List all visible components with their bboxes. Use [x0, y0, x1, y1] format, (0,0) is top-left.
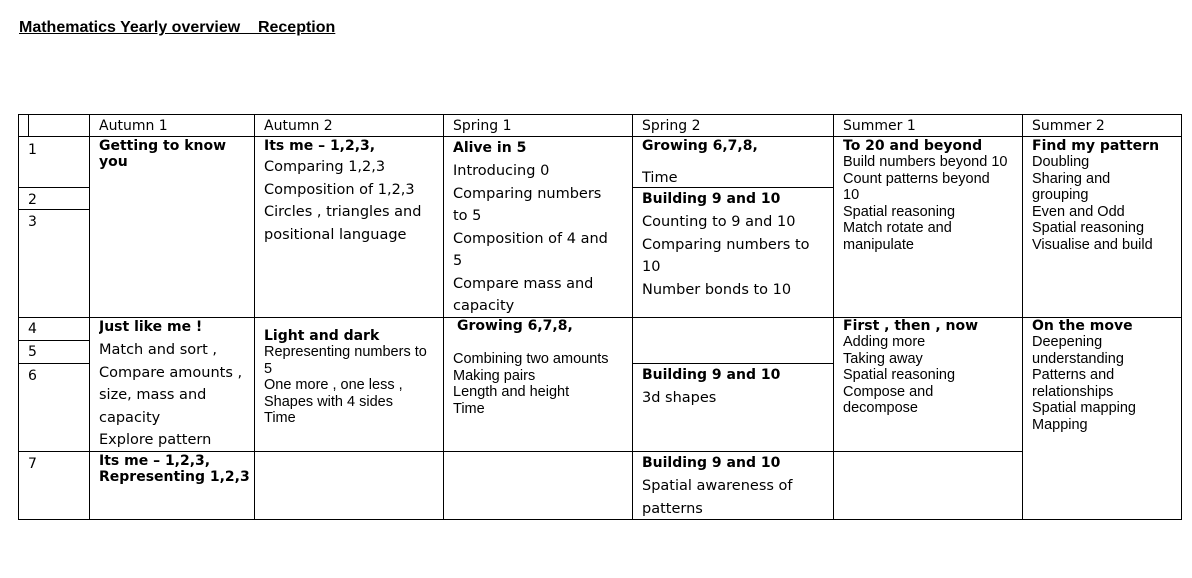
summer1-block-2 [843, 318, 1021, 417]
block-title: Just like me ! [99, 319, 203, 335]
week-number: 3 [28, 214, 37, 230]
block-title: Getting to know you [99, 138, 227, 170]
grid-line [18, 187, 90, 188]
list-item: Spatial reasoning [843, 203, 956, 220]
list-item: Compare mass and [453, 275, 594, 292]
term-header-summer-2: Summer 2 [1032, 118, 1105, 134]
list-item: Composition of 1,2,3 [264, 181, 415, 198]
list-item: patterns [642, 500, 703, 517]
term-header-spring-2: Spring 2 [642, 118, 701, 134]
grid-line [833, 114, 834, 520]
list-item: capacity [453, 298, 515, 314]
block-title: Its me – 1,2,3, [99, 453, 211, 469]
list-item: Counting to 9 and 10 [642, 214, 796, 230]
block-title: Building 9 and 10 [642, 191, 781, 207]
list-item: to 5 [453, 208, 482, 224]
list-item: Combining two amounts [453, 351, 609, 367]
list-item: Sharing and [1032, 170, 1111, 187]
list-item: Making pairs [453, 367, 536, 384]
week-number: 4 [28, 321, 37, 337]
list-item: Comparing numbers to [642, 236, 810, 253]
list-item: Patterns and [1032, 367, 1115, 384]
week-number: 6 [28, 368, 37, 384]
spring2-block-1 [642, 138, 832, 154]
block-title: Building 9 and 10 [642, 367, 781, 383]
list-item: Adding more [843, 334, 926, 350]
grid-line [18, 363, 90, 364]
spring1-block-2 [457, 318, 631, 351]
list-item: Comparing numbers [453, 185, 602, 202]
list-item: Length and height [453, 384, 570, 401]
list-item: Introducing 0 [453, 163, 550, 179]
autumn2-block-1 [264, 138, 442, 246]
list-item: 3d shapes [642, 390, 717, 406]
list-item: Mapping [1032, 416, 1088, 433]
block-title: Growing 6,7,8, [642, 138, 758, 154]
list-item: Shapes with 4 sides [264, 393, 393, 410]
week-number: 5 [28, 344, 37, 360]
list-item: 10 [843, 187, 860, 204]
list-item: Count patterns beyond [843, 170, 990, 187]
list-item: Deepening [1032, 334, 1103, 350]
list-item: Time [642, 170, 678, 186]
list-item: Build numbers beyond 10 [843, 154, 1008, 170]
block-title: To 20 and beyond [843, 138, 983, 154]
list-item: grouping [1032, 187, 1089, 204]
list-item: Even and Odd [1032, 203, 1125, 220]
spring2-block-1-items [642, 167, 832, 190]
grid-line [18, 136, 1182, 137]
page-title: Mathematics Yearly overview Reception [19, 19, 336, 36]
grid-line [632, 363, 834, 364]
term-header-summer-1: Summer 1 [843, 118, 916, 134]
grid-line [1181, 114, 1182, 520]
grid-line [18, 519, 1182, 520]
block-title: Growing 6,7,8, [457, 318, 573, 334]
list-item: Comparing 1,2,3 [264, 159, 386, 175]
summer2-block-1 [1032, 138, 1180, 254]
spring1-block-2-items [453, 351, 631, 417]
list-item: Time [264, 410, 296, 427]
week-number: 2 [28, 192, 37, 208]
block-title: Representing 1,2,3 [99, 469, 250, 485]
spring2-block-3 [642, 367, 832, 410]
autumn1-block-2 [99, 319, 251, 452]
grid-line [18, 340, 90, 341]
autumn1-block-3 [99, 453, 251, 485]
block-title: Alive in 5 [453, 140, 527, 156]
grid-line [18, 114, 19, 520]
term-header-autumn-2: Autumn 2 [264, 118, 333, 134]
list-item: Composition of 4 and [453, 230, 608, 247]
list-item: 10 [642, 259, 661, 275]
block-title: On the move [1032, 318, 1133, 334]
list-item: 5 [453, 253, 463, 269]
grid-line [18, 114, 1182, 115]
list-item: Spatial mapping [1032, 400, 1136, 417]
list-item: Taking away [843, 350, 923, 367]
grid-line [28, 114, 29, 137]
autumn2-block-2 [264, 328, 442, 427]
list-item: Spatial reasoning [843, 367, 956, 384]
list-item: Doubling [1032, 154, 1090, 170]
summer2-block-2 [1032, 318, 1180, 434]
grid-line [254, 114, 255, 520]
week-number: 7 [28, 456, 37, 472]
spring2-block-4 [642, 455, 832, 520]
list-item: size, mass and [99, 387, 207, 403]
list-item: Match and sort , [99, 342, 218, 358]
list-item: Number bonds to 10 [642, 281, 792, 298]
list-item: Visualise and build [1032, 236, 1153, 253]
block-title: Light and dark [264, 328, 380, 344]
list-item: decompose [843, 400, 918, 417]
grid-line [1022, 114, 1023, 520]
list-item: Spatial reasoning [1032, 220, 1145, 237]
list-item: One more , one less , [264, 377, 403, 394]
list-item: relationships [1032, 383, 1114, 400]
spring1-block-1 [453, 140, 631, 318]
list-item: Representing numbers to [264, 344, 427, 360]
block-title: First , then , now [843, 318, 979, 334]
list-item: Compose and [843, 383, 934, 400]
spring2-block-2 [642, 191, 832, 301]
list-item: Explore pattern [99, 432, 212, 448]
list-item: Compare amounts , [99, 364, 243, 381]
week-number: 1 [28, 142, 37, 158]
summer1-block-1 [843, 138, 1021, 254]
list-item: positional language [264, 226, 407, 243]
list-item: Spatial awareness of [642, 478, 793, 494]
term-header-autumn-1: Autumn 1 [99, 118, 168, 134]
grid-line [443, 114, 444, 520]
list-item: Time [453, 400, 485, 417]
block-title: Find my pattern [1032, 138, 1160, 154]
block-title: Building 9 and 10 [642, 455, 781, 471]
grid-line [18, 209, 90, 210]
list-item: capacity [99, 409, 161, 426]
grid-line [89, 114, 90, 520]
autumn1-block-1 [99, 138, 249, 170]
list-item: manipulate [843, 236, 914, 253]
list-item: Match rotate and [843, 220, 952, 237]
list-item: 5 [264, 360, 273, 377]
grid-line [632, 114, 633, 520]
list-item: Circles , triangles and [264, 204, 422, 220]
list-item: understanding [1032, 350, 1124, 367]
term-header-spring-1: Spring 1 [453, 118, 512, 134]
block-title: Its me – 1,2,3, [264, 138, 376, 154]
